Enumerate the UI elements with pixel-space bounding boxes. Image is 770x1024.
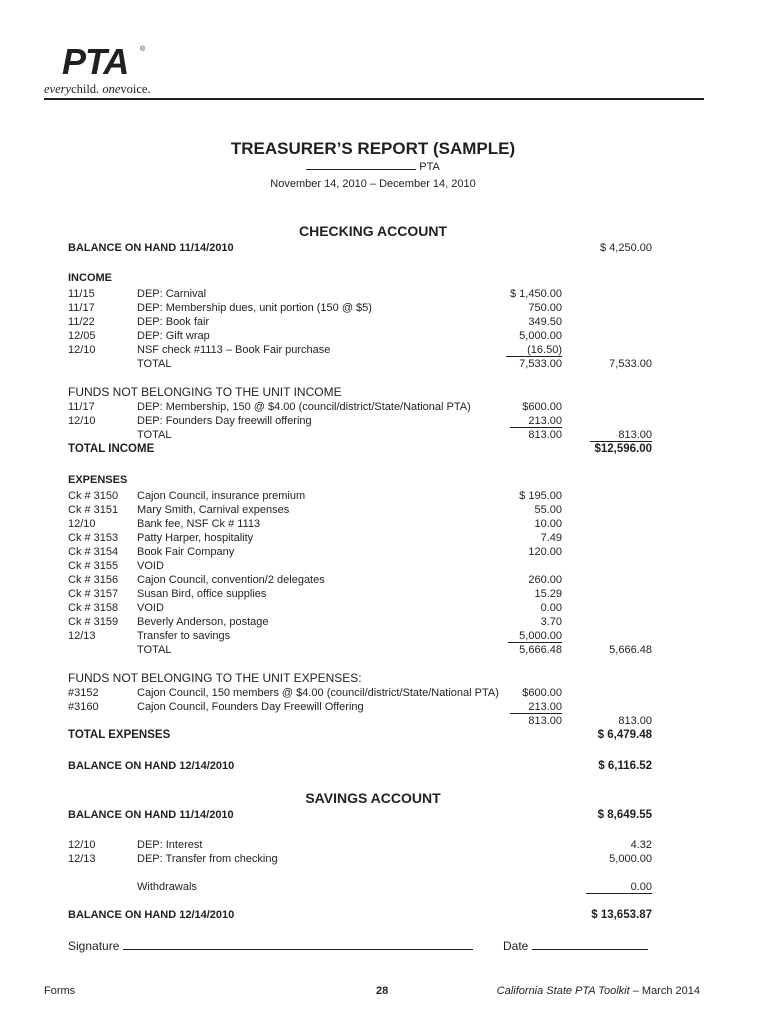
expense-amount: 120.00 bbox=[528, 546, 562, 558]
footer-right bbox=[497, 985, 700, 997]
income-date: 11/15 bbox=[68, 288, 95, 300]
funds-income-amount: 213.00 bbox=[510, 415, 562, 428]
expense-amount: 10.00 bbox=[534, 518, 562, 530]
funds-income-total-right: 813.00 bbox=[590, 429, 652, 442]
funds-expenses-label: FUNDS NOT BELONGING TO THE UNIT EXPENSES: bbox=[68, 671, 362, 685]
income-amount: 349.50 bbox=[528, 316, 562, 328]
income-date: 12/10 bbox=[68, 344, 96, 356]
funds-expense-amount: 213.00 bbox=[510, 701, 562, 714]
signature-line[interactable] bbox=[123, 949, 473, 950]
unit-suffix: PTA bbox=[419, 161, 440, 173]
savings-amount: 4.32 bbox=[630, 839, 652, 851]
expense-total-label: TOTAL bbox=[137, 644, 172, 656]
footer-toolkit-title: California State PTA Toolkit bbox=[496, 985, 630, 997]
funds-expense-amount: $600.00 bbox=[522, 687, 562, 699]
expense-ref: 12/10 bbox=[68, 518, 96, 530]
funds-income-total: 813.00 bbox=[528, 429, 562, 441]
funds-expense-ref: #3152 bbox=[68, 687, 99, 699]
expense-ref: Ck # 3159 bbox=[68, 616, 119, 628]
funds-income-label: FUNDS NOT BELONGING TO THE UNIT INCOME bbox=[68, 385, 342, 399]
funds-income-total-label: TOTAL bbox=[137, 429, 172, 441]
total-income-label: TOTAL INCOME bbox=[68, 443, 155, 455]
unit-name-blank bbox=[306, 169, 416, 170]
expense-amount: 7.49 bbox=[540, 532, 562, 544]
funds-income-date: 11/17 bbox=[68, 401, 95, 413]
date-row bbox=[503, 939, 648, 953]
savings-heading: SAVINGS ACCOUNT bbox=[305, 790, 441, 806]
savings-desc: DEP: Transfer from checking bbox=[137, 853, 278, 865]
report-period: November 14, 2010 – December 14, 2010 bbox=[270, 178, 476, 190]
expense-amount: 5,000.00 bbox=[508, 630, 562, 643]
income-amount: (16.50) bbox=[506, 344, 562, 357]
signature-row bbox=[68, 939, 473, 953]
logo-tagline: everychild. onevoice. bbox=[44, 82, 151, 96]
income-date: 11/22 bbox=[68, 316, 95, 328]
checking-balance-start-label: BALANCE ON HAND 11/14/2010 bbox=[68, 242, 234, 254]
expense-desc: Cajon Council, insurance premium bbox=[137, 490, 306, 502]
savings-balance-start-label: BALANCE ON HAND 11/14/2010 bbox=[68, 809, 234, 821]
funds-income-desc: DEP: Membership, 150 @ $4.00 (council/district/State/National PTA) bbox=[137, 401, 471, 413]
expense-desc: VOID bbox=[137, 560, 164, 572]
expense-total-right: 5,666.48 bbox=[609, 644, 652, 656]
page-number: 28 bbox=[376, 985, 389, 997]
income-amount: 750.00 bbox=[528, 302, 562, 314]
savings-date: 12/10 bbox=[68, 839, 96, 851]
withdrawals-label: Withdrawals bbox=[137, 881, 197, 893]
expense-ref: Ck # 3155 bbox=[68, 560, 119, 572]
income-total: 7,533.00 bbox=[519, 358, 562, 370]
income-desc: DEP: Gift wrap bbox=[137, 330, 210, 342]
expense-desc: Cajon Council, convention/2 delegates bbox=[137, 574, 325, 586]
funds-income-date: 12/10 bbox=[68, 415, 96, 427]
pta-logo-text: PTA bbox=[62, 41, 129, 82]
checking-heading: CHECKING ACCOUNT bbox=[298, 223, 448, 239]
income-date: 12/05 bbox=[68, 330, 96, 342]
expense-desc: VOID bbox=[137, 602, 164, 614]
expense-amount: $ 195.00 bbox=[519, 490, 562, 502]
expense-ref: Ck # 3153 bbox=[68, 532, 119, 544]
income-desc: NSF check #1113 – Book Fair purchase bbox=[137, 344, 331, 356]
expense-amount: 55.00 bbox=[534, 504, 562, 516]
checking-balance-end-label: BALANCE ON HAND 12/14/2010 bbox=[68, 760, 235, 772]
income-desc: DEP: Carnival bbox=[137, 288, 207, 300]
expense-ref: Ck # 3154 bbox=[68, 546, 119, 558]
expense-desc: Patty Harper, hospitality bbox=[137, 532, 254, 544]
date-label: Date bbox=[503, 939, 529, 953]
pta-logo bbox=[44, 41, 174, 100]
funds-expense-desc: Cajon Council, 150 members @ $4.00 (council/district/State/National PTA) bbox=[137, 687, 499, 699]
funds-expense-desc: Cajon Council, Founders Day Freewill Offering bbox=[137, 701, 364, 713]
footer-left: Forms bbox=[44, 985, 76, 997]
expense-total: 5,666.48 bbox=[519, 644, 562, 656]
funds-income-amount: $600.00 bbox=[522, 401, 562, 413]
expense-ref: Ck # 3157 bbox=[68, 588, 119, 600]
funds-expense-total-right: 813.00 bbox=[618, 715, 652, 727]
total-expenses-label: TOTAL EXPENSES bbox=[68, 729, 171, 741]
expense-desc: Beverly Anderson, postage bbox=[137, 616, 269, 628]
unit-name-line bbox=[0, 161, 746, 173]
expense-desc: Mary Smith, Carnival expenses bbox=[137, 504, 290, 516]
expense-amount: 0.00 bbox=[540, 602, 562, 614]
savings-balance-start-value: $ 8,649.55 bbox=[597, 809, 652, 821]
withdrawals-value: 0.00 bbox=[586, 881, 652, 894]
date-line[interactable] bbox=[532, 949, 648, 950]
income-desc: DEP: Membership dues, unit portion (150 @ $5) bbox=[137, 302, 372, 314]
income-amount: $ 1,450.00 bbox=[510, 288, 562, 300]
expense-desc: Book Fair Company bbox=[137, 546, 235, 558]
footer-date: – March 2014 bbox=[629, 985, 700, 997]
savings-balance-end-label: BALANCE ON HAND 12/14/2010 bbox=[68, 909, 235, 921]
expense-ref: Ck # 3150 bbox=[68, 490, 119, 502]
checking-balance-start-value: $ 4,250.00 bbox=[600, 242, 652, 254]
income-total-label: TOTAL bbox=[137, 358, 172, 370]
header-rule bbox=[44, 98, 704, 100]
savings-balance-end-value: $ 13,653.87 bbox=[591, 909, 652, 921]
income-amount: 5,000.00 bbox=[519, 330, 562, 342]
savings-date: 12/13 bbox=[68, 853, 96, 865]
expense-ref: Ck # 3151 bbox=[68, 504, 119, 516]
expense-desc: Transfer to savings bbox=[137, 630, 231, 642]
funds-expense-total: 813.00 bbox=[528, 715, 562, 727]
total-income-value: $12,596.00 bbox=[594, 443, 652, 455]
savings-desc: DEP: Interest bbox=[137, 839, 203, 851]
total-expenses-value: $ 6,479.48 bbox=[597, 729, 652, 741]
checking-balance-end-value: $ 6,116.52 bbox=[598, 760, 652, 772]
funds-expense-ref: #3160 bbox=[68, 701, 99, 713]
expense-amount: 260.00 bbox=[528, 574, 562, 586]
expenses-label: EXPENSES bbox=[68, 474, 128, 486]
signature-label: Signature bbox=[68, 939, 120, 953]
expense-ref: 12/13 bbox=[68, 630, 96, 642]
report-title: TREASURER’S REPORT (SAMPLE) bbox=[230, 139, 516, 158]
funds-income-desc: DEP: Founders Day freewill offering bbox=[137, 415, 312, 427]
registered-mark: ® bbox=[140, 46, 146, 53]
income-label: INCOME bbox=[68, 272, 112, 284]
income-total-right: 7,533.00 bbox=[609, 358, 652, 370]
income-desc: DEP: Book fair bbox=[137, 316, 210, 328]
income-date: 11/17 bbox=[68, 302, 95, 314]
expense-desc: Bank fee, NSF Ck # 1113 bbox=[137, 518, 261, 530]
expense-ref: Ck # 3156 bbox=[68, 574, 119, 586]
expense-amount: 3.70 bbox=[540, 616, 562, 628]
expense-desc: Susan Bird, office supplies bbox=[137, 588, 267, 600]
savings-amount: 5,000.00 bbox=[609, 853, 652, 865]
expense-amount: 15.29 bbox=[534, 588, 562, 600]
expense-ref: Ck # 3158 bbox=[68, 602, 119, 614]
